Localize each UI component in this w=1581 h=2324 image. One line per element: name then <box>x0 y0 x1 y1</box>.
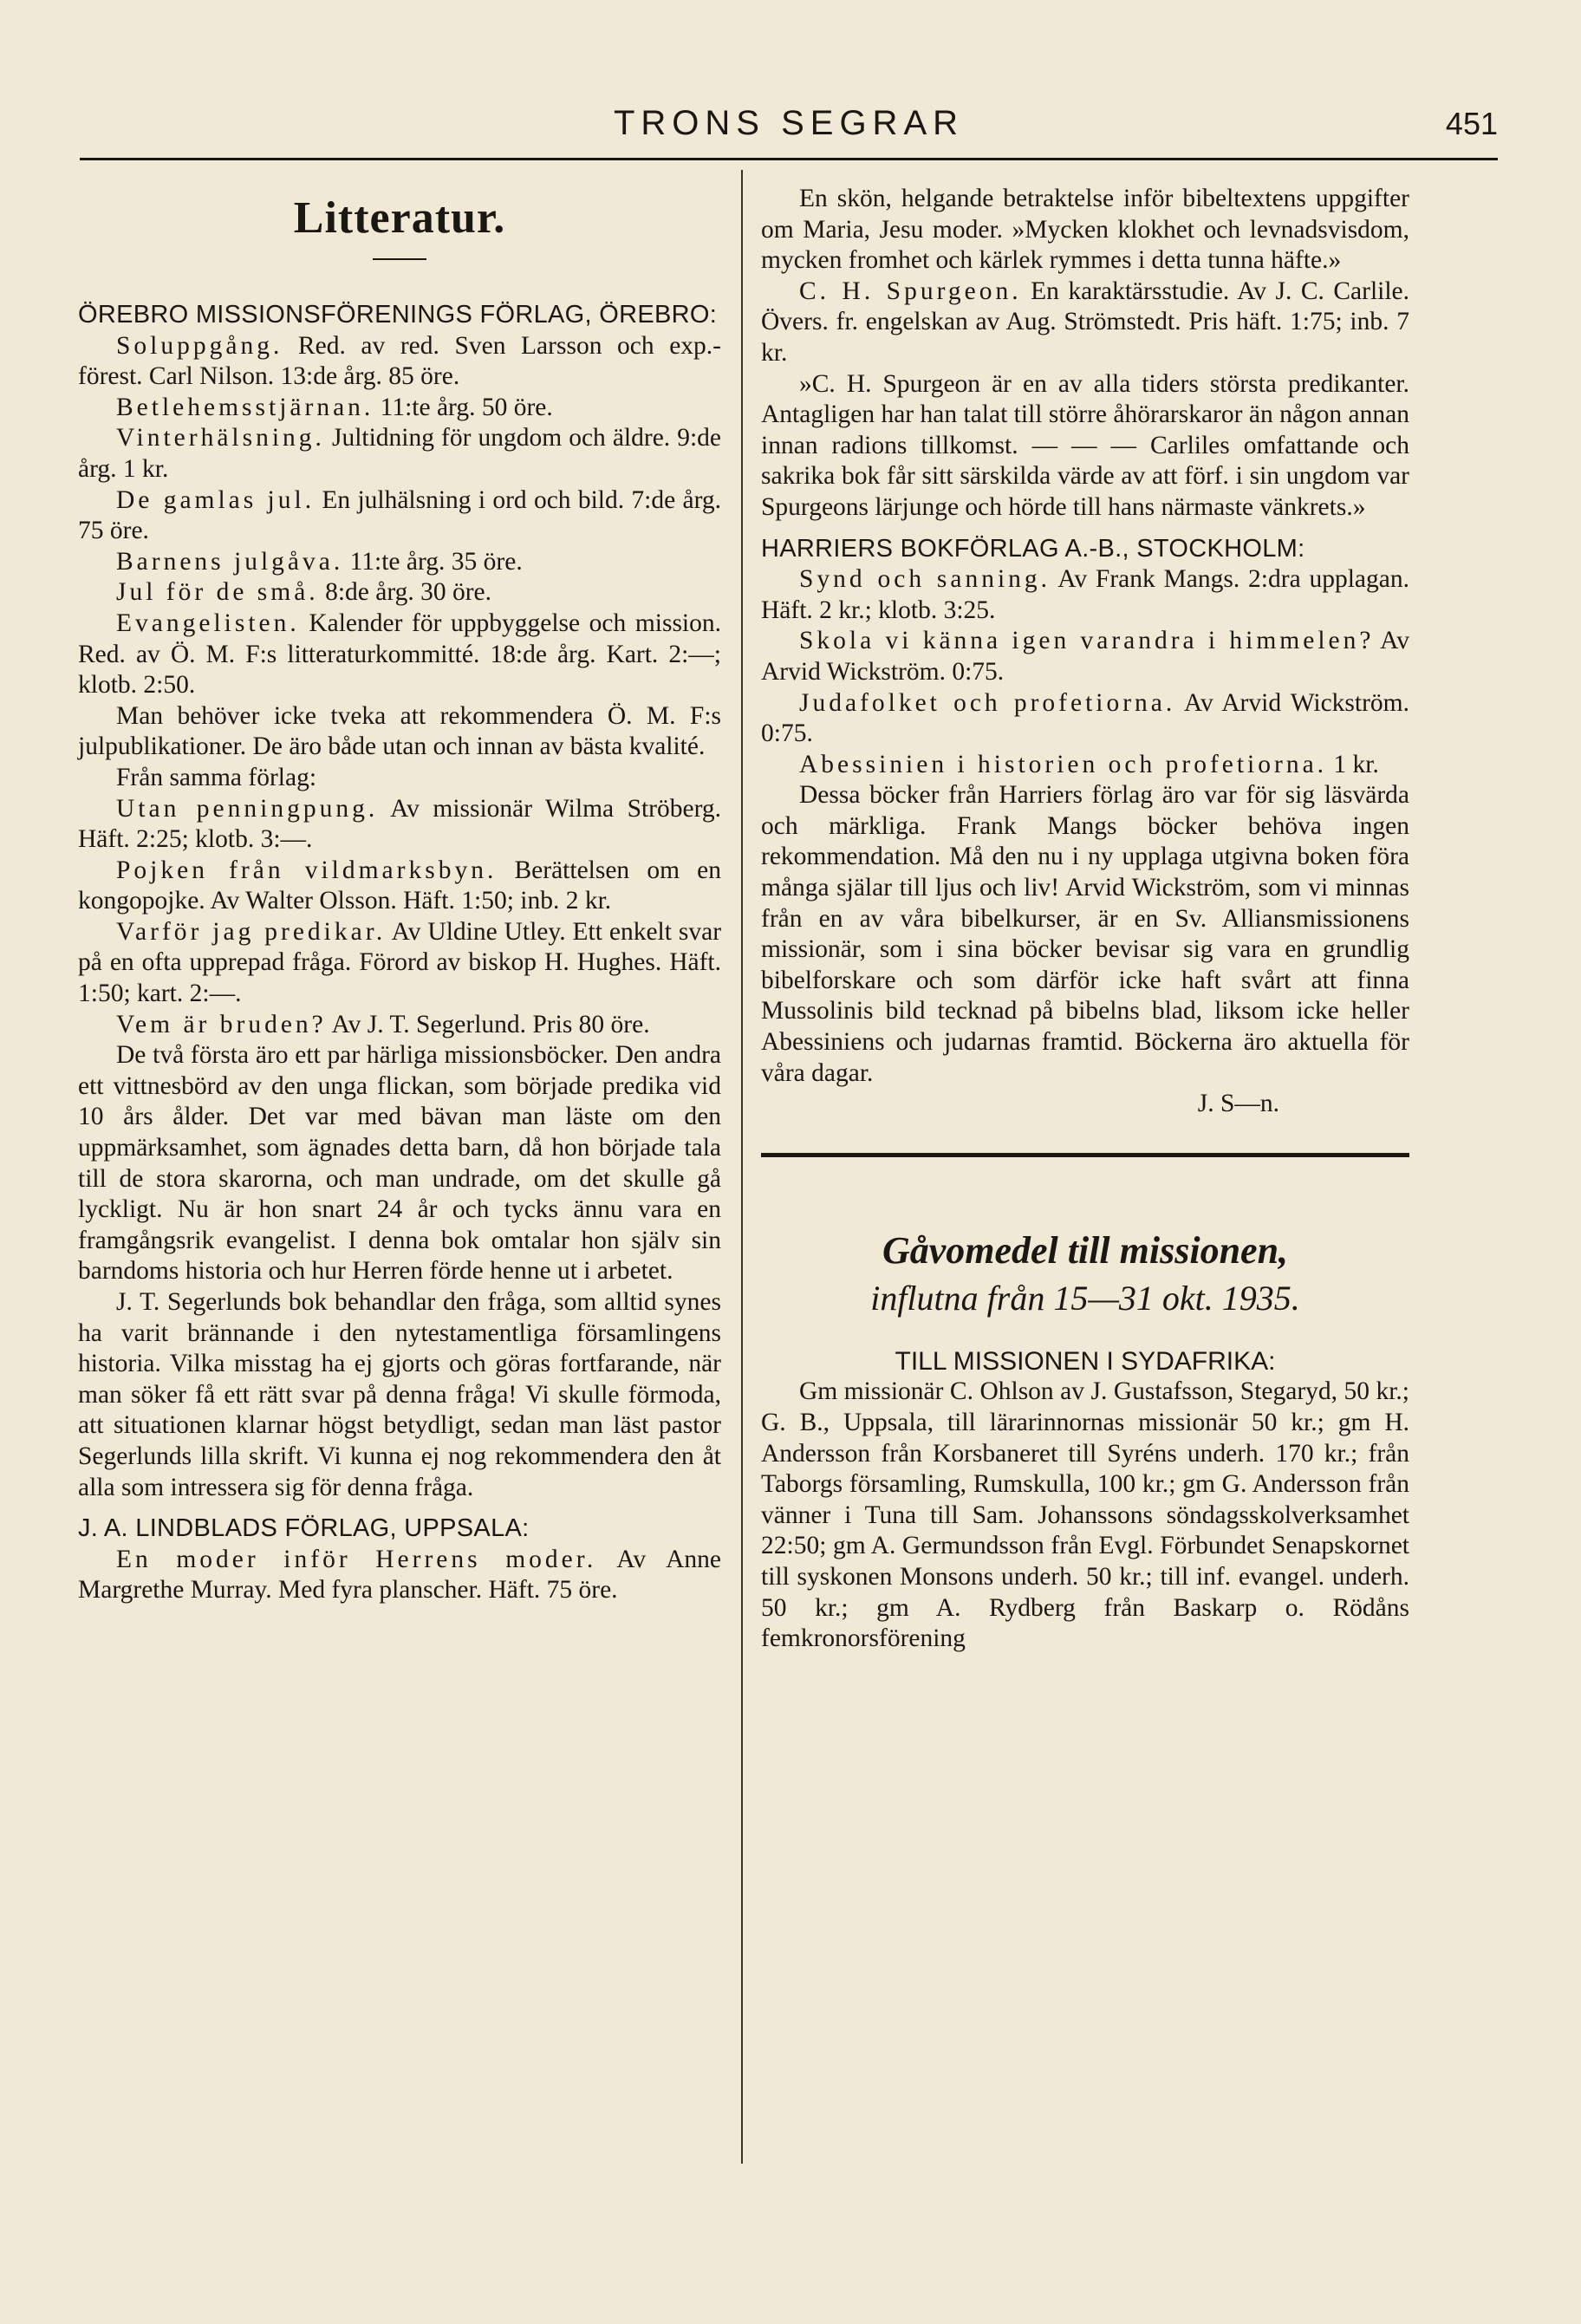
book-entry-barnens-julgava <box>78 547 721 578</box>
gifts-subtitle: influtna från 15—31 okt. 1935. <box>870 1278 1300 1318</box>
book-details: Berättelsen om en kongopojke. Av Walter Olsson. Häft. 1:50; inb. 2 kr. <box>78 856 721 915</box>
book-details: Av missionär Wilma Ströberg. Häft. 2:25; klotb. 3:—. <box>78 794 722 854</box>
book-title: Varför jag predikar. <box>116 917 387 946</box>
page-number: 451 <box>1445 106 1498 141</box>
review-paragraph: Dessa böcker från Harriers förlag äro var för sig läsvärda och märkliga. Frank Mangs böcker behöva ingen rekommendation. Må den nu i ny upplaga utgivna boken föra många själar till ljus och liv! Arvid Wickström, som vi minnas från en av våra bibelkurser, är en Sv. Alliansmissionens missionär, som i sina böcker bevisar sig vara en grundlig bibelforskare och som därför icke haft svårt att finna Mussolinis bild tecknad på bibelns blad, liksom icke heller Abessiniens och judarnas framtid. Böckerna äro aktuella för våra dagar. <box>761 781 1409 1087</box>
book-details: Av Anne Margrethe Murray. Med fyra planscher. Häft. 75 öre. <box>78 1545 722 1605</box>
publisher-heading-lindblads: J. A. LINDBLADS FÖRLAG, UPPSALA: <box>78 1514 530 1543</box>
publisher-heading-orebro: ÖREBRO MISSIONSFÖRENINGS FÖRLAG, ÖREBRO: <box>78 301 718 329</box>
gifts-list: Gm missionär C. Ohlson av J. Gustafsson, Stegaryd, 50 kr.; G. B., Uppsala, till lärarinnornas missionär 50 kr.; gm H. Andersson från Korsbaneret till Syréns underh. 170 kr.; från Taborgs församling, Rumskulla, 100 kr.; gm G. Andersson från vänner i Tuna till Sam. Johanssons söndagsskolverksamhet 22:50; gm A. Germundsson från Evgl. Förbundet Senapskornet till syskonen Monsons underh. 50 kr.; till inf. evangel. underh. 50 kr.; gm A. Rydberg från Baskarp o. Rödåns femkronorsförening <box>761 1377 1409 1653</box>
book-entry-abessinien <box>761 750 1409 781</box>
section-rule <box>761 1153 1409 1157</box>
title-dash <box>373 258 426 260</box>
book-entry-jul-for-de-sma <box>78 577 721 609</box>
book-details: Av Frank Mangs. 2:dra upplagan. Häft. 2 kr.; klotb. 3:25. <box>761 565 1409 624</box>
book-entry-spurgeon <box>761 277 1409 369</box>
book-entry-vem-ar-bruden <box>78 1010 721 1041</box>
book-title: Abessinien i historien och profetiorna. <box>799 750 1328 778</box>
book-details: En karaktärsstudie. Av J. C. Carlile. Övers. fr. engelskan av Aug. Strömstedt. Pris häft. 1:75; inb. 7 kr. <box>761 277 1409 367</box>
book-details: En julhälsning i ord och bild. 7:de årg. 75 öre. <box>78 485 721 545</box>
book-title: Pojken från vildmarksbyn. <box>116 856 498 884</box>
review-paragraph: Man behöver icke tveka att rekommendera Ö. M. F:s julpublikationer. De äro både utan och innan av bästa kvalité. <box>78 701 721 761</box>
gifts-title: Gåvomedel till missionen, <box>882 1228 1289 1272</box>
running-title: TRONS SEGRAR <box>613 104 965 142</box>
book-entry-pojken <box>78 856 721 917</box>
book-title: Vinterhälsning. <box>116 424 325 452</box>
review-paragraph: En skön, helgande betraktelse inför bibeltextens uppgifter om Maria, Jesu moder. »Mycken klokhet och levnadsvisdom, mycken fromhet och kärlek rymmes i detta tunna häfte.» <box>761 185 1409 275</box>
book-entry-de-gamlas-jul <box>78 485 721 547</box>
book-title: Vem är bruden? <box>116 1010 327 1038</box>
reviewer-signature: J. S—n. <box>1197 1090 1279 1118</box>
right-column <box>761 184 1409 1655</box>
book-title: Skola vi känna igen varandra i himmelen? <box>799 627 1375 655</box>
book-title: Soluppgång. <box>116 331 283 360</box>
book-entry-soluppgang <box>78 331 721 393</box>
review-paragraph: »C. H. Spurgeon är en av alla tiders största predikanter. Antagligen har han talat till större åhörarskaror än någon annan innan radions tillkomst. — — — Carliles omfattande och sakrika bok får sitt särskilda värde av att förf. i sin ungdom var Spurgeons lärjunge och hörde till hans närmaste vänkrets.» <box>761 369 1409 521</box>
book-entry-synd-och-sanning <box>761 564 1409 626</box>
book-title: C. H. Spurgeon. <box>799 277 1022 305</box>
book-title: Judafolket och profetiorna. <box>799 688 1176 717</box>
book-entry-skola-vi <box>761 626 1409 687</box>
book-details: Av J. T. Segerlund. Pris 80 öre. <box>331 1010 650 1038</box>
book-title: Utan penningpung. <box>116 794 379 823</box>
review-paragraph: De två första äro ett par härliga missionsböcker. Den andra ett vittnesbörd av den unga flickan, som började predika vid 10 års ålder. Det var med bävan man läste om den uppmärksamhet, som ägnades detta barn, då hon började tala till de stora skarorna, och man undrade, om det skulle gå lyckligt. Nu är hon snart 24 år och tycks ännu vara en framgångsrik evangelist. I denna bok omtalar hon själv sin barndoms historia och hur Herren förde henne ut i arbetet. <box>78 1041 721 1286</box>
book-entry-betlehemsstjarnan <box>78 393 721 424</box>
book-details: Av Arvid Wickström. 0:75. <box>761 688 1409 748</box>
book-details: Red. av red. Sven Larsson och exp.-förest. Carl Nilson. 13:de årg. 85 öre. <box>78 331 721 391</box>
book-title: Synd och sanning. <box>799 565 1051 594</box>
book-entry-en-moder <box>78 1545 721 1606</box>
review-paragraph: J. T. Segerlunds bok behandlar den fråga, som alltid synes ha varit brännande i den nytestamentliga församlingens historia. Vilka misstag ha ej gjorts och göras fortfarande, när man söker få ett rätt svar på denna fråga! Vi skulle förmoda, att situationen klarnar högst betydligt, sedan man läst pastor Segerlunds lilla skrift. Vi kunna ej nog rekommendera den åt alla som intressera sig för denna fråga. <box>78 1288 721 1501</box>
book-entry-varfor-jag-predikar <box>78 917 721 1010</box>
book-entry-utan-penningpung <box>78 794 721 856</box>
book-title: Jul för de små. <box>116 578 319 607</box>
book-title: De gamlas jul. <box>116 485 316 514</box>
column-divider <box>741 170 743 2164</box>
publisher-heading-harriers: HARRIERS BOKFÖRLAG A.-B., STOCKHOLM: <box>761 534 1305 563</box>
book-details: Av Arvid Wickström. 0:75. <box>761 627 1409 686</box>
book-details: 8:de årg. 30 öre. <box>325 578 492 607</box>
book-entry-judafolket <box>761 688 1409 750</box>
book-title: Barnens julgåva. <box>116 547 344 576</box>
book-details: 11:te årg. 35 öre. <box>349 547 523 576</box>
left-column <box>78 184 721 1606</box>
book-details: Jultidning för ungdom och äldre. 9:de årg. 1 kr. <box>78 424 722 483</box>
book-details: Av Uldine Utley. Ett enkelt svar på en ofta upprepad fråga. Förord av biskop H. Hughes. Häft. 1:50; kart. 2:—. <box>78 917 722 1008</box>
book-details: 11:te årg. 50 öre. <box>380 393 553 421</box>
book-details: Kalender för uppbyggelse och mission. Red. av Ö. M. F:s litteraturkommitté. 18:de årg. Kart. 2:—; klotb. 2:50. <box>78 609 721 700</box>
book-title: En moder inför Herrens moder. <box>116 1545 597 1573</box>
book-title: Evangelisten. <box>116 609 300 637</box>
section-title-litteratur: Litteratur. <box>293 193 506 243</box>
same-publisher-line: Från samma förlag: <box>116 763 317 791</box>
book-entry-evangelisten <box>78 609 721 701</box>
mission-heading: TILL MISSIONEN I SYDAFRIKA: <box>895 1346 1276 1376</box>
book-details: 1 kr. <box>1333 750 1379 778</box>
running-head <box>80 97 1498 160</box>
book-title: Betlehemsstjärnan. <box>116 393 374 421</box>
book-entry-vinterhalsning <box>78 423 721 485</box>
